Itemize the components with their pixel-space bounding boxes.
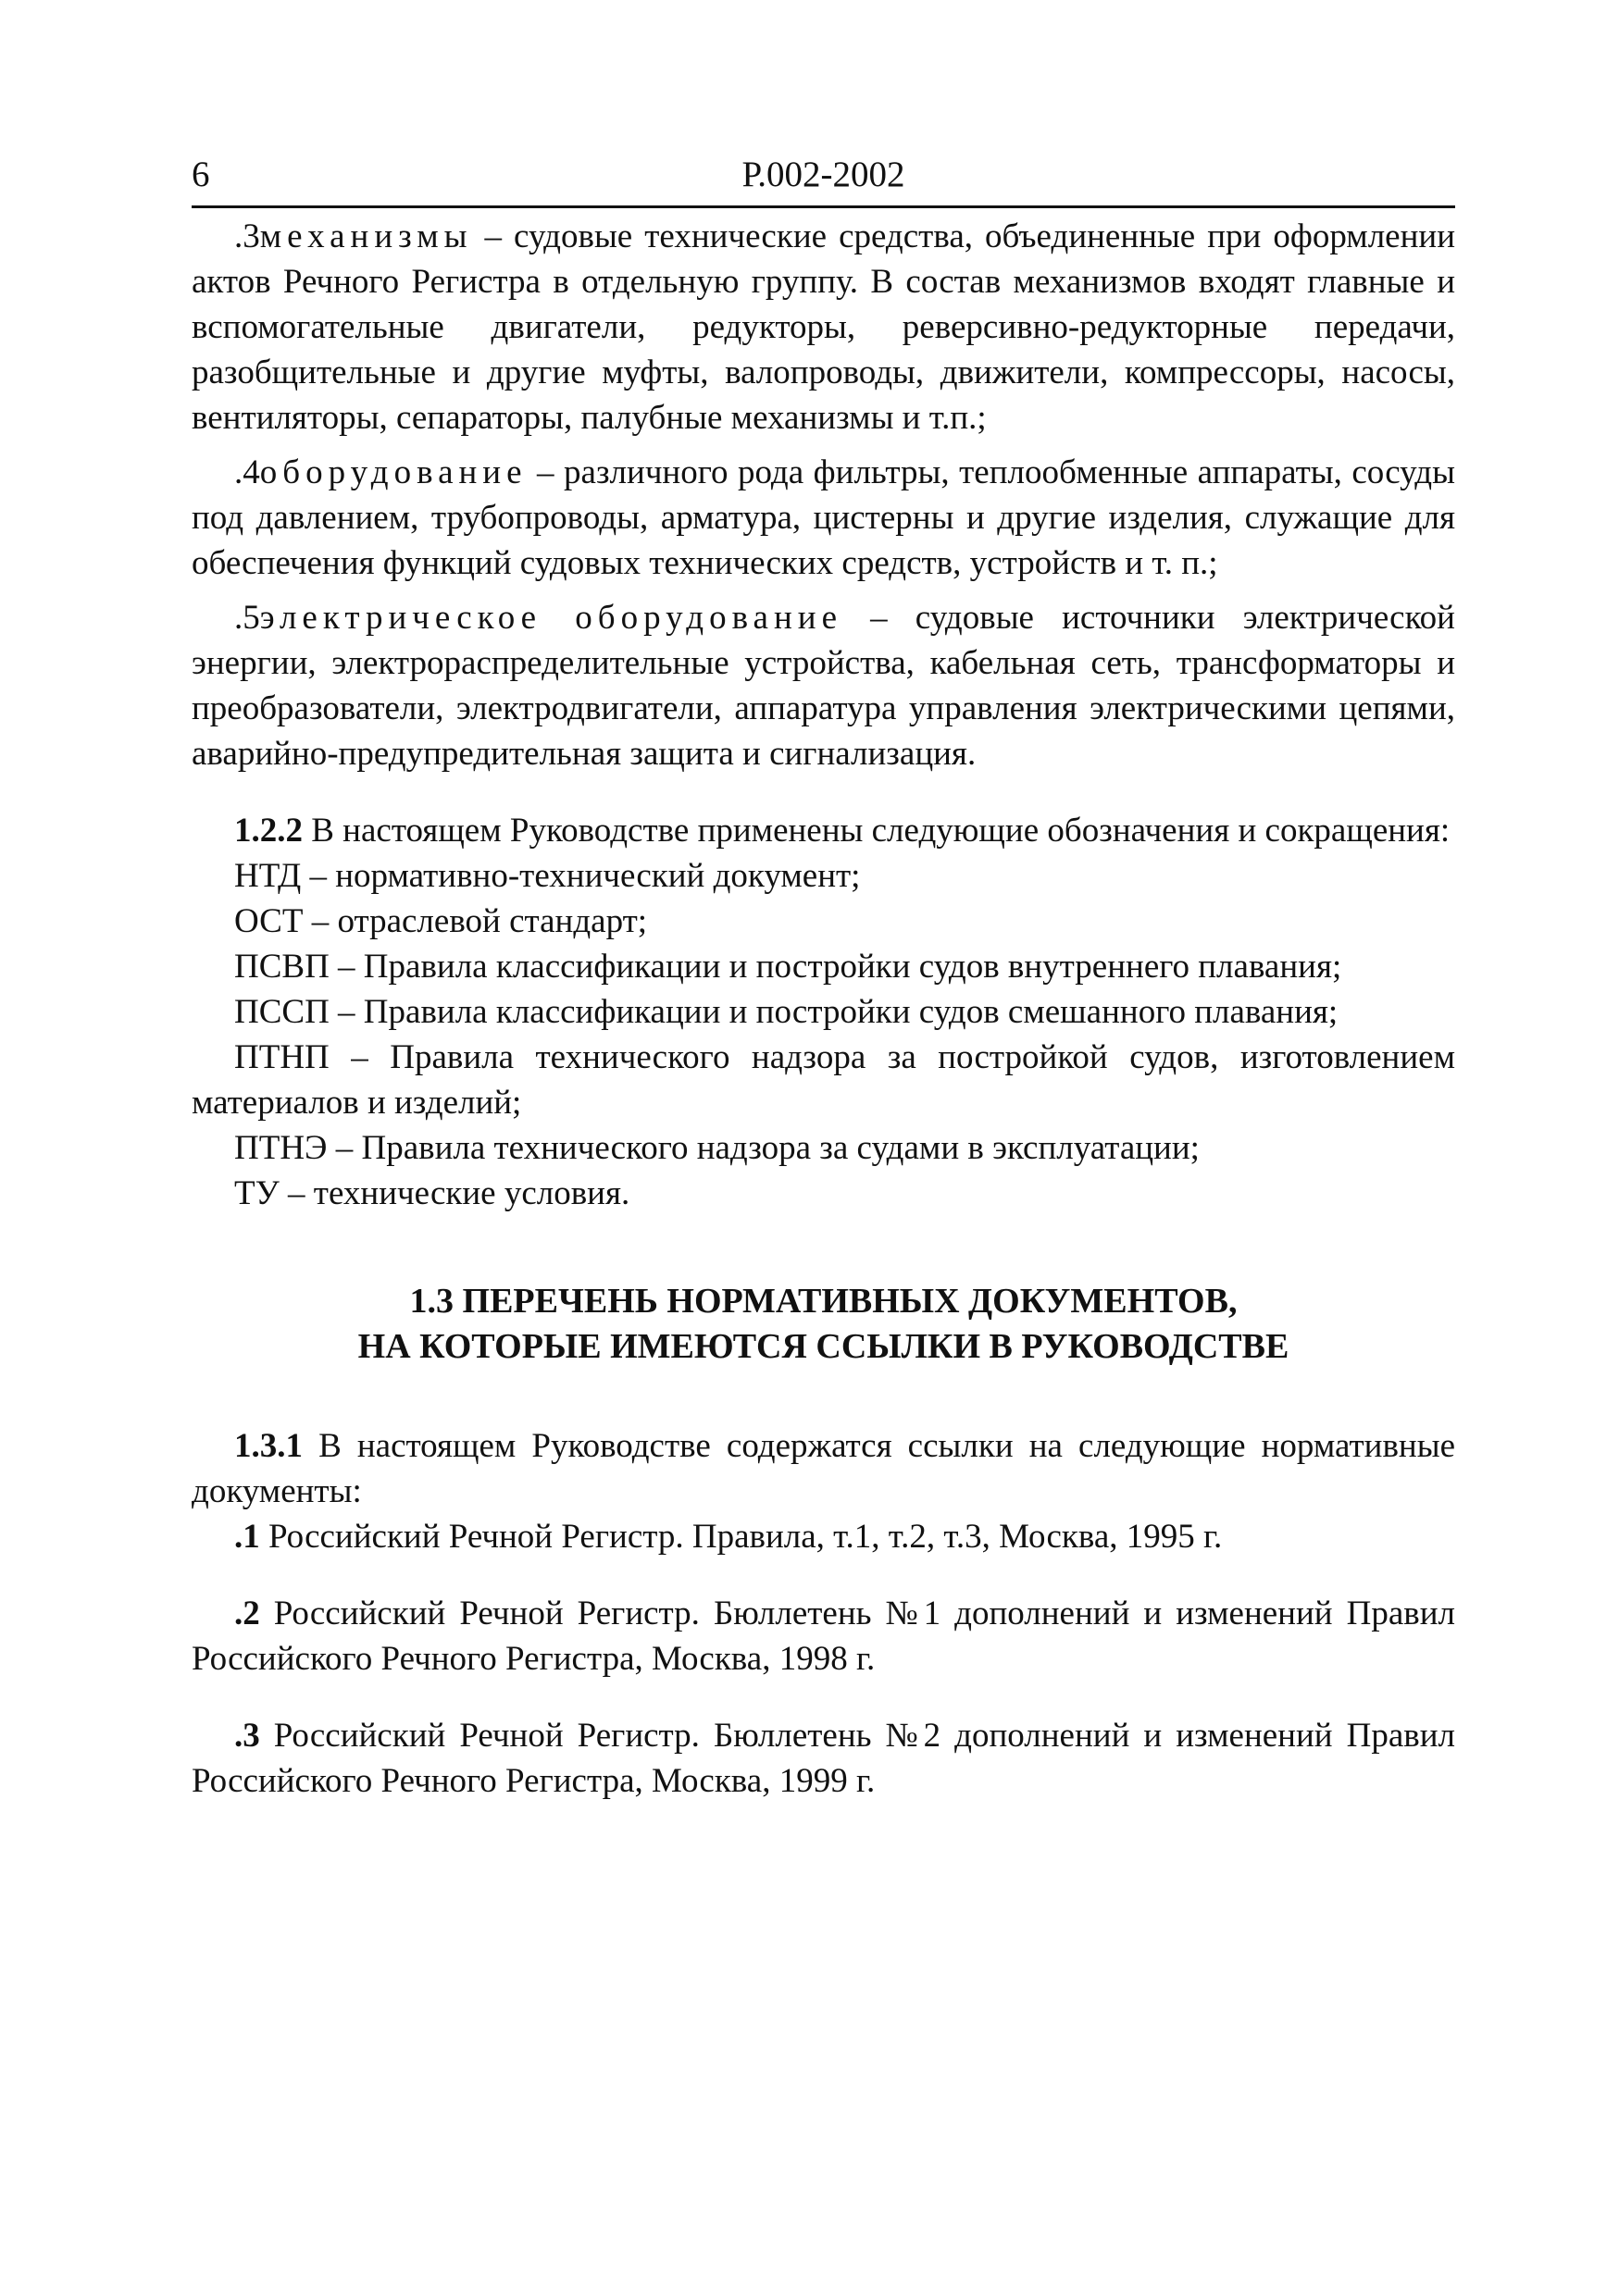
clause-text: В настоящем Руководстве содержатся ссылки на следующие нормативные документы: — [192, 1427, 1455, 1510]
defined-term: оборудование — [259, 453, 528, 491]
reference-number: .3 — [234, 1717, 260, 1755]
defined-term: электрическое оборудование — [259, 599, 843, 637]
abbreviation-item: ОСТ – отраслевой стандарт; — [234, 902, 648, 940]
abbreviation-item: ПТНЭ – Правила технического надзора за судами в эксплуатации; — [234, 1129, 1200, 1167]
section-heading-line-1: 1.3 ПЕРЕЧЕНЬ НОРМАТИВНЫХ ДОКУМЕНТОВ, — [409, 1282, 1238, 1321]
page-header — [192, 148, 1455, 208]
page-content — [192, 214, 1455, 1804]
reference-text: Российский Речной Регистр. Бюллетень №2 дополнений и изменений Правил Российского Речного Регистра, Москва, 1999 г. — [192, 1717, 1455, 1800]
reference-number: .1 — [234, 1518, 260, 1556]
defined-term: механизмы — [259, 217, 473, 255]
section-heading-line-2: НА КОТОРЫЕ ИМЕЮТСЯ ССЫЛКИ В РУКОВОДСТВЕ — [357, 1327, 1289, 1366]
abbreviation-item: НТД – нормативно-технический документ; — [234, 857, 861, 895]
section-heading — [192, 1279, 1455, 1370]
definition-item — [192, 595, 1455, 776]
reference-text: Российский Речной Регистр. Правила, т.1, т.2, т.3, Москва, 1995 г. — [259, 1518, 1223, 1556]
reference-item — [192, 1713, 1455, 1804]
definition-text: – судовые технические средства, объединенные при оформлении актов Речного Регистра в отдельную группу. В состав механизмов входят главные и вспомогательные двигатели, редукторы, реверсивно-редукторные передачи, разобщительные и другие муфты, валопроводы, движители, компрессоры, насосы, вентиляторы, сепараторы, палубные механизмы и т.п.; — [192, 217, 1455, 437]
reference-number: .2 — [234, 1595, 260, 1632]
definition-item — [192, 214, 1455, 441]
reference-item — [192, 1591, 1455, 1682]
definition-item — [192, 450, 1455, 586]
definition-text: – судовые источники электрической энергии, электрораспределительные устройства, кабельная сеть, трансформаторы и преобразователи, электродвигатели, аппаратура управления электрическими цепями, аварийно-предупредительная защита и сигнализация. — [192, 599, 1455, 773]
item-number: .5 — [234, 599, 260, 637]
item-number: .3 — [234, 217, 260, 255]
clause-number: 1.2.2 — [234, 812, 303, 850]
abbreviation-item: ПСВП – Правила классификации и постройки судов внутреннего плавания; — [234, 948, 1342, 986]
reference-item — [192, 1514, 1455, 1559]
abbreviation-item: ПССП – Правила классификации и постройки судов смешанного плавания; — [234, 993, 1339, 1031]
clause-number: 1.3.1 — [234, 1427, 303, 1465]
clause-1-3-1 — [192, 1423, 1455, 1514]
document-page — [192, 148, 1455, 1804]
reference-text: Российский Речной Регистр. Бюллетень №1 дополнений и изменений Правил Российского Речного Регистра, Москва, 1998 г. — [192, 1595, 1455, 1678]
page-number: 6 — [192, 155, 210, 194]
abbreviation-item: ТУ – технические условия. — [234, 1174, 630, 1212]
clause-1-2-2 — [192, 808, 1455, 853]
document-code: Р.002-2002 — [741, 155, 905, 194]
clause-text: В настоящем Руководстве применены следующие обозначения и сокращения: — [303, 812, 1451, 850]
item-number: .4 — [234, 453, 260, 491]
definition-text: – различного рода фильтры, теплообменные аппараты, сосуды под давлением, трубопроводы, арматура, цистерны и другие изделия, служащие для обеспечения функций судовых технических средств, устройств и т. п.; — [192, 453, 1455, 582]
abbreviation-item: ПТНП – Правила технического надзора за постройкой судов, изготовлением материалов и изделий; — [192, 1038, 1455, 1122]
